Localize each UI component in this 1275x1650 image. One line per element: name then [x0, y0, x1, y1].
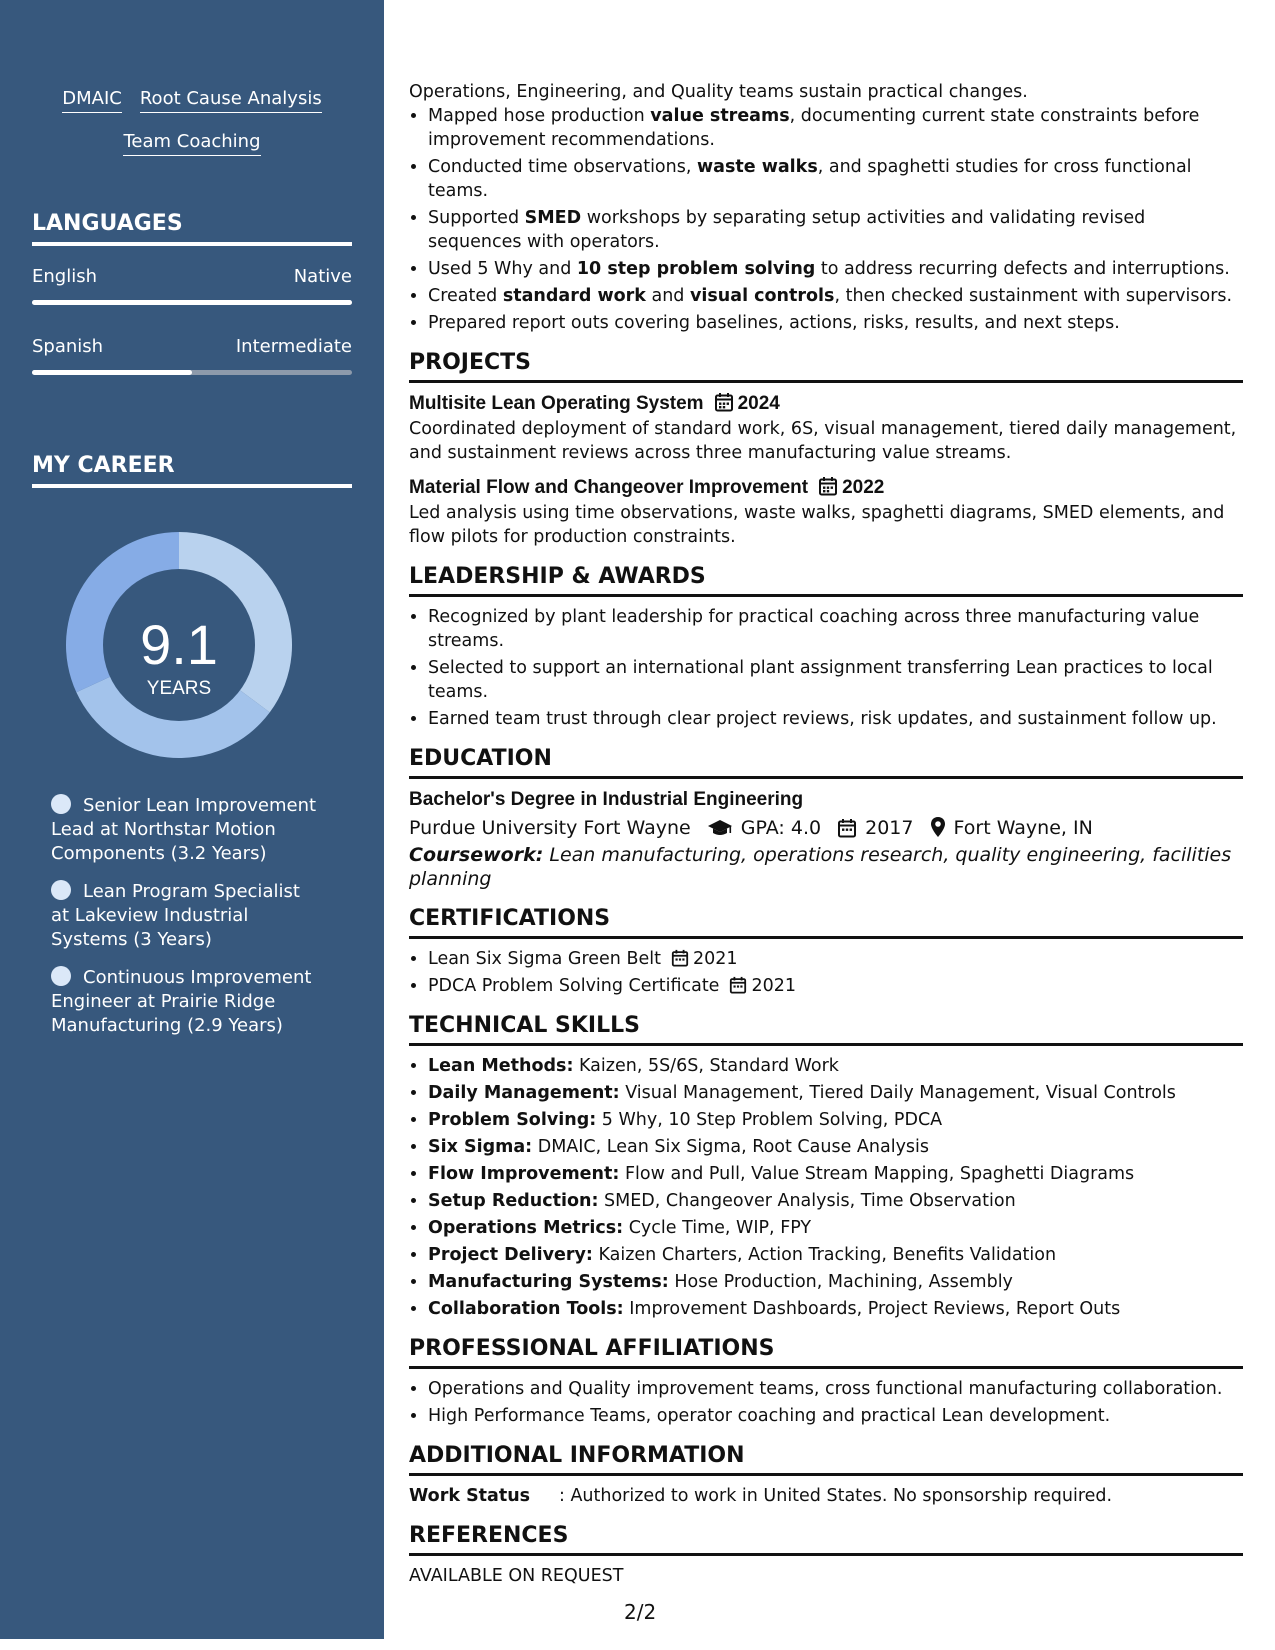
technical-skills-heading: TECHNICAL SKILLS: [409, 1012, 1243, 1046]
language-row: [32, 266, 352, 288]
list-item: • Selected to support an international plant assignment transferring Lean practices to local teams.: [428, 656, 1243, 704]
tag-row: [32, 131, 352, 156]
language-bar-fill: [32, 370, 192, 375]
list-item: • Manufacturing Systems: Hose Production, Machining, Assembly: [428, 1270, 1243, 1294]
career-donut-chart: [66, 532, 292, 758]
experience-intro: Operations, Engineering, and Quality teams sustain practical changes.: [409, 82, 1028, 102]
project-description: Led analysis using time observations, waste walks, spaghetti diagrams, SMED elements, and flow pilots for production constraints.: [409, 503, 1225, 547]
technical-skills-list: [409, 1054, 1243, 1321]
coursework: Coursework: Lean manufacturing, operations research, quality engineering, facilities planning: [409, 844, 1232, 890]
project-title: Multisite Lean Operating System 2024: [409, 393, 780, 414]
projects-heading: PROJECTS: [409, 349, 1243, 383]
bullet-dot-icon: [51, 880, 71, 900]
language-name: English: [32, 266, 97, 287]
career-heading: MY CAREER: [32, 452, 352, 488]
bullet-dot-icon: [51, 966, 71, 986]
leadership-heading: LEADERSHIP & AWARDS: [409, 563, 1243, 597]
calendar-icon: [714, 392, 734, 412]
career-item: [51, 966, 321, 1038]
calendar-icon: [818, 476, 838, 496]
list-item: • Created standard work and visual controls, then checked sustainment with supervisors.: [428, 284, 1243, 308]
work-status-label: Work Status: [409, 1486, 531, 1506]
graduation-cap-icon: [707, 818, 733, 838]
list-item: • Daily Management: Visual Management, Tiered Daily Management, Visual Controls: [428, 1081, 1243, 1105]
calendar-icon: [837, 818, 857, 838]
list-item: • Used 5 Why and 10 step problem solving to address recurring defects and interruptions.: [428, 257, 1243, 281]
language-level: Intermediate: [235, 336, 352, 357]
language-bar-fill: [32, 300, 352, 305]
language-bar: [32, 370, 352, 375]
list-item: • Setup Reduction: SMED, Changeover Analysis, Time Observation: [428, 1189, 1243, 1213]
affiliations-list: [409, 1377, 1243, 1428]
list-item: • PDCA Problem Solving Certificate 2021: [428, 974, 1243, 998]
career-list: [51, 794, 321, 1052]
language-level: Native: [293, 266, 352, 287]
list-item: • Six Sigma: DMAIC, Lean Six Sigma, Root Cause Analysis: [428, 1135, 1243, 1159]
list-item: • Conducted time observations, waste walks, and spaghetti studies for cross functional teams.: [428, 155, 1243, 203]
language-spanish: [32, 336, 352, 375]
language-row: [32, 336, 352, 358]
location-pin-icon: [930, 816, 946, 838]
skill-tag: DMAIC: [62, 88, 122, 113]
education-details: [409, 813, 1243, 843]
tag-row: [32, 88, 352, 113]
career-item: [51, 880, 321, 952]
career-text: Continuous Improvement Engineer at Prairie Ridge Manufacturing (2.9 Years): [51, 967, 312, 1036]
certifications-list: [409, 947, 1243, 998]
calendar-icon: [671, 949, 689, 967]
leadership-list: [409, 605, 1243, 731]
career-total-unit: YEARS: [146, 678, 212, 699]
graduation-year: 2017: [865, 817, 914, 839]
references-text: AVAILABLE ON REQUEST: [409, 1566, 624, 1586]
language-name: Spanish: [32, 336, 104, 357]
career-text: Senior Lean Improvement Lead at Northstar Motion Components (3.2 Years): [51, 795, 317, 864]
list-item: • Mapped hose production value streams, documenting current state constraints before improvement recommendations.: [428, 104, 1243, 152]
experience-bullets: [409, 104, 1243, 335]
references-heading: REFERENCES: [409, 1522, 1243, 1556]
language-english: [32, 266, 352, 305]
school-location: Fort Wayne, IN: [953, 817, 1093, 839]
list-item: • Lean Six Sigma Green Belt 2021: [428, 947, 1243, 971]
certifications-heading: CERTIFICATIONS: [409, 905, 1243, 939]
list-item: • Operations Metrics: Cycle Time, WIP, FPY: [428, 1216, 1243, 1240]
list-item: • Lean Methods: Kaizen, 5S/6S, Standard Work: [428, 1054, 1243, 1078]
project-description: Coordinated deployment of standard work, 6S, visual management, tiered daily management, and sustainment reviews across three manufacturing value streams.: [409, 419, 1237, 463]
affiliations-heading: PROFESSIONAL AFFILIATIONS: [409, 1335, 1243, 1369]
list-item: • Operations and Quality improvement teams, cross functional manufacturing collaboration.: [428, 1377, 1243, 1401]
list-item: • Earned team trust through clear project reviews, risk updates, and sustainment follow up.: [428, 707, 1243, 731]
sidebar: [0, 0, 384, 1639]
list-item: • Problem Solving: 5 Why, 10 Step Problem Solving, PDCA: [428, 1108, 1243, 1132]
main-content: [409, 80, 1243, 1588]
list-item: • Prepared report outs covering baselines, actions, risks, results, and next steps.: [428, 311, 1243, 335]
degree-title: Bachelor's Degree in Industrial Engineering: [409, 789, 804, 810]
calendar-icon: [729, 976, 747, 994]
list-item: • Collaboration Tools: Improvement Dashboards, Project Reviews, Report Outs: [428, 1297, 1243, 1321]
career-total-value: 9.1: [140, 613, 218, 676]
education-heading: EDUCATION: [409, 745, 1243, 779]
language-bar: [32, 300, 352, 305]
page-number: 2/2: [624, 1600, 657, 1624]
bullet-dot-icon: [51, 794, 71, 814]
list-item: • High Performance Teams, operator coaching and practical Lean development.: [428, 1404, 1243, 1428]
list-item: • Supported SMED workshops by separating setup activities and validating revised sequences with operators.: [428, 206, 1243, 254]
career-item: [51, 794, 321, 866]
work-status-value: : Authorized to work in United States. No sponsorship required.: [559, 1486, 1113, 1506]
list-item: • Flow Improvement: Flow and Pull, Value Stream Mapping, Spaghetti Diagrams: [428, 1162, 1243, 1186]
career-text: Lean Program Specialist at Lakeview Industrial Systems (3 Years): [51, 881, 300, 950]
skill-tags: [32, 88, 352, 174]
gpa: GPA: 4.0: [740, 817, 822, 839]
list-item: • Project Delivery: Kaizen Charters, Action Tracking, Benefits Validation: [428, 1243, 1243, 1267]
school-name: Purdue University Fort Wayne: [409, 817, 691, 839]
additional-info-heading: ADDITIONAL INFORMATION: [409, 1442, 1243, 1476]
languages-heading: LANGUAGES: [32, 210, 352, 246]
work-status: [409, 1484, 1243, 1508]
skill-tag: Team Coaching: [123, 131, 260, 156]
project-title: Material Flow and Changeover Improvement 2022: [409, 477, 885, 498]
skill-tag: Root Cause Analysis: [140, 88, 322, 113]
list-item: • Recognized by plant leadership for practical coaching across three manufacturing value streams.: [428, 605, 1243, 653]
